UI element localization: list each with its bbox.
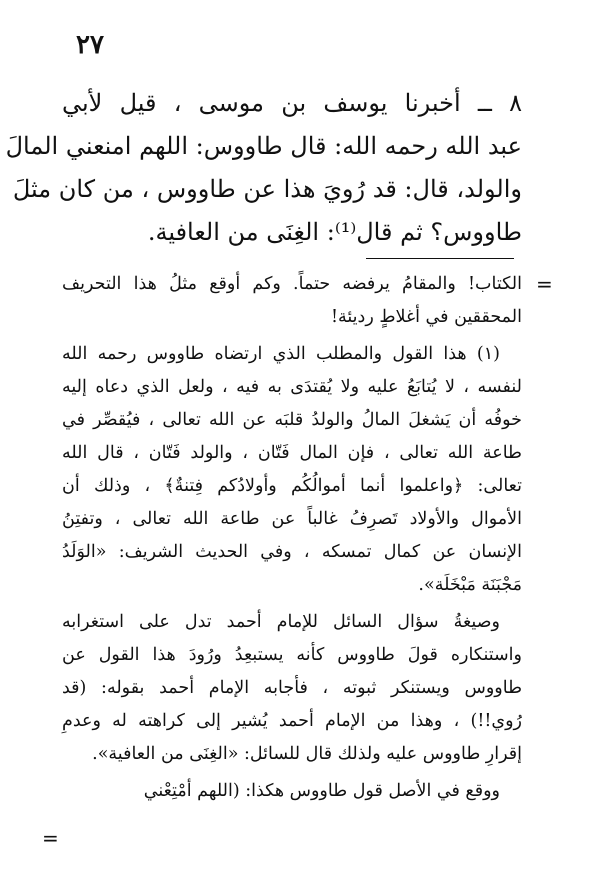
footnote-line: الكتاب! والمقامُ يرفضه حتماً. وكم أوقع مثلُ هذا التحريف	[62, 274, 522, 294]
main-line-3: والولد، قال: قد رُويَ هذا عن طاووس ، من كان مثلَ	[12, 175, 522, 203]
main-line-4: طاووس؟ ثم قال⁽¹⁾: الغِنَى من العافية.	[147, 218, 522, 246]
footnote-line: إقرارِ طاووس عليه ولذلك قال للسائل: «الغِنَى من العافية».	[92, 744, 522, 764]
footnote-line: طاووس ويستنكر ثبوته ، فأجابه الإمام أحمد بقوله: (قد	[62, 678, 522, 698]
main-line-2: عبد الله رحمه الله: قال طاووس: اللهم امنعني المالَ	[5, 132, 522, 160]
footnote-line: لنفسه ، لا يُتابَعُ عليه ولا يُقتدَى به فيه ، ولعل الذي دعاه إليه	[62, 377, 522, 397]
footnote-line: الأموال والأولاد تَصرِفُ غالباً عن طاعة الله تعالى ، وتفتِنُ	[62, 509, 522, 529]
footnote-line: خوفُه أن يَشغلَ المالُ والولدُ قلبَه عن الله تعالى ، فيُقصِّر في	[62, 410, 522, 430]
footnote-line: الإنسان عن كمال تمسكه ، وفي الحديث الشريف: «الوَلَدُ	[62, 542, 522, 562]
footnote-line: ووقع في الأصل قول طاووس هكذا: (اللهم أمْتِعْني	[143, 781, 500, 801]
continuation-mark-start: =	[536, 272, 553, 296]
main-text	[5, 82, 522, 254]
footnote-line: رُوي!!) ، وهذا من الإمام أحمد يُشير إلى كراهته له وعدمِ	[62, 711, 522, 731]
footnote-line: (١) هذا القول والمطلب الذي ارتضاه طاووس رحمه الله	[62, 344, 500, 364]
main-line-1: ٨ ــ أخبرنا يوسف بن موسى ، قيل لأبي	[62, 89, 522, 117]
footnote-separator	[366, 258, 514, 259]
footnote-line: واستنكاره قولَ طاووس كأنه يستبعِدُ ورُودَ هذا القول عن	[62, 645, 522, 665]
footnote-line: المحققين في أغلاطٍ رديئة!	[330, 307, 522, 327]
footnote-line: مَجْبَنَة مَبْخَلَة».	[418, 575, 522, 595]
footnotes	[62, 268, 522, 808]
page-number: ٢٧	[76, 30, 104, 60]
footnote-line: وصيغةُ سؤال السائل للإمام أحمد تدل على استغرابه	[62, 612, 500, 632]
footnote-line: تعالى: ﴿واعلموا أنما أموالُكُم وأولادُكم فِتنةٌ﴾ ، وذلك أن	[62, 476, 522, 496]
footnote-line: طاعة الله تعالى ، فإن المال فَتّان ، والولد فَتّان ، قال الله	[62, 443, 522, 463]
continuation-mark-end: =	[42, 826, 59, 850]
